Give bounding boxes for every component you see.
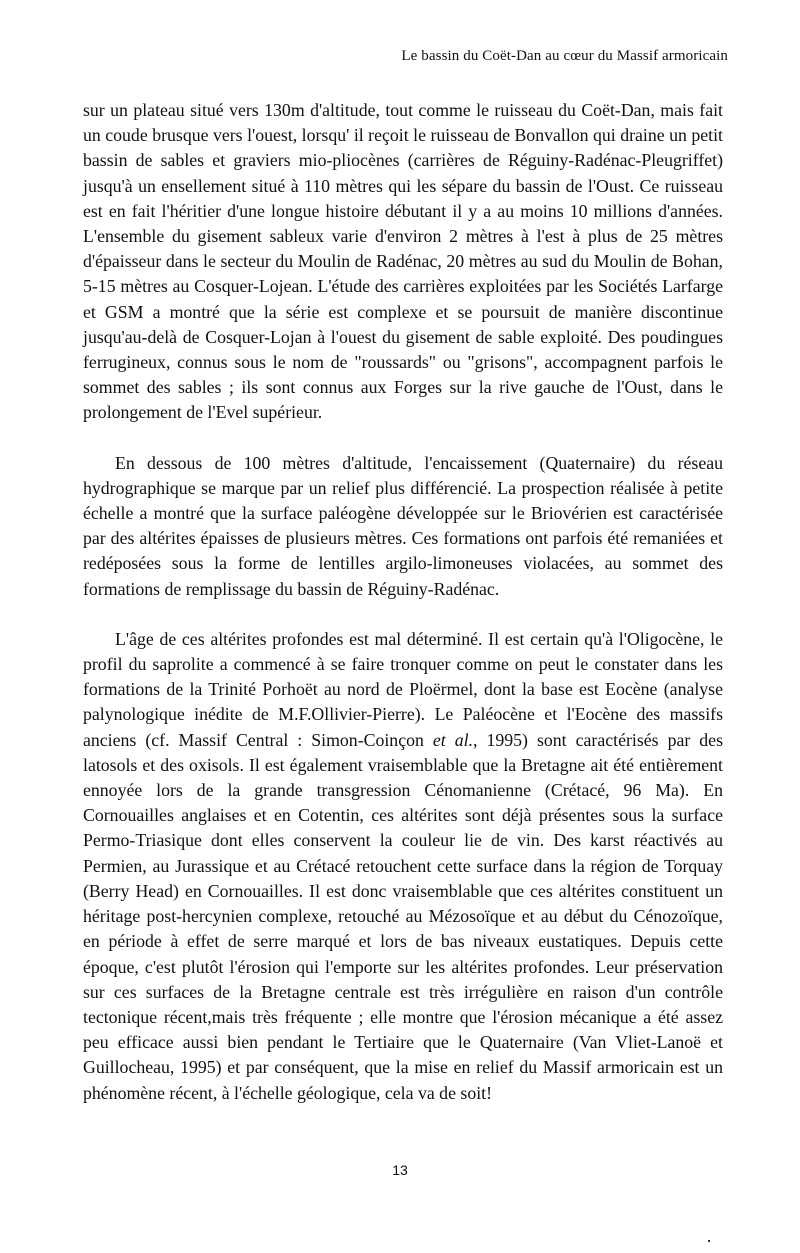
paragraph-alterites-part-2: , 1995) sont caractérisés par des latosols et des oxisols. Il est également vraisemblable que la Bretagne ait été entièrement ennoyée lors de la grande transgression Cénomanienne (Crétacé, 96 Ma). En Cornouailles anglaises et en Cotentin, ces altérites sont déjà présentes sous la surface Permo-Triasique dont elles conservent la couleur lie de vin. Des karst réactivés au Permien, au Jurassique et au Crétacé retouchent cette surface dans la région de Torquay (Berry Head) en Cornouailles. Il est donc vraisemblable que ces altérites constituent un héritage post-hercynien complexe, retouché au Mézosoïque et au début du Cénozoïque, en période à effet de serre marqué et lors de bas niveaux eustatiques. Depuis cette époque, c'est plutôt l'érosion qui l'emporte sur les altérites profondes. Leur préservation sur ces surfaces de la Bretagne centrale est très irrégulière en raison d'un contrôle tectonique récent,mais très fréquente ; elle montre que l'érosion mécanique a été assez peu efficace aussi bien pendant le Tertiaire que le Quaternaire (Van Vliet-Lanoë et Guillocheau, 1995) et par conséquent, que la mise en relief du Massif armoricain est un phénomène récent, à l'échelle géologique, cela va de soit!: [83, 729, 723, 1103]
paragraph-alterites-part-1: L'âge de ces altérites profondes est mal déterminé. Il est certain qu'à l'Oligocène, le profil du saprolite a commencé à se faire tronquer comme on peut le constater dans les formations de la Trinité Porhoët au nord de Ploërmel, dont la base est Eocène (analyse palynologique inédite de M.F.Ollivier-Pierre). Le Paléocène et l'Eocène des massifs anciens (cf. Massif Central : Simon-Coinçon: [83, 628, 723, 750]
paragraph-alterites: [83, 627, 723, 1106]
paragraph-encaissement: En dessous de 100 mètres d'altitude, l'encaissement (Quaternaire) du réseau hydrographique se marque par un relief plus différencié. La prospection réalisée à petite échelle a montré que la surface paléogène développée sur le Briovérien est caractérisée par des altérites épaisses de plusieurs mètres. Ces formations ont parfois été remaniées et redéposées sous la forme de lentilles argilo-limoneuses violacées, au sommet des formations de remplissage du bassin de Réguiny-Radénac.: [83, 452, 723, 599]
body-text: [83, 98, 723, 1106]
scan-speck: [708, 1240, 710, 1242]
page-number: 13: [392, 1162, 408, 1178]
running-header: Le bassin du Coët-Dan au cœur du Massif armoricain: [401, 48, 728, 64]
paragraph-plateau: sur un plateau situé vers 130m d'altitude, tout comme le ruisseau du Coët-Dan, mais fait un coude brusque vers l'ouest, lorsqu' il reçoit le ruisseau de Bonvallon qui draine un petit bassin de sables et graviers mio-pliocènes (carrières de Réguiny-Radénac-Pleugriffet) jusqu'à un ensellement situé à 110 mètres qui les sépare du bassin de l'Oust. Ce ruisseau est en fait l'héritier d'une longue histoire débutant il y a au moins 10 millions d'années. L'ensemble du gisement sableux varie d'environ 2 mètres à l'est à plus de 25 mètres d'épaisseur dans le secteur du Moulin de Radénac, 20 mètres au sud du Moulin de Bohan, 5-15 mètres au Cosquer-Lojean. L'étude des carrières exploitées par les Sociétés Larfarge et GSM a montré que la série est complexe et se poursuit de manière discontinue jusqu'au-delà de Cosquer-Lojan à l'ouest du gisement de sable exploité. Des poudingues ferrugineux, connus sous le nom de "roussards" ou "grisons", accompagnent parfois le sommet des sables ; ils sont connus aux Forges sur la rive gauche de l'Oust, dans le prolongement de l'Evel supérieur.: [83, 100, 723, 423]
citation-et-al: et al.: [432, 729, 474, 750]
